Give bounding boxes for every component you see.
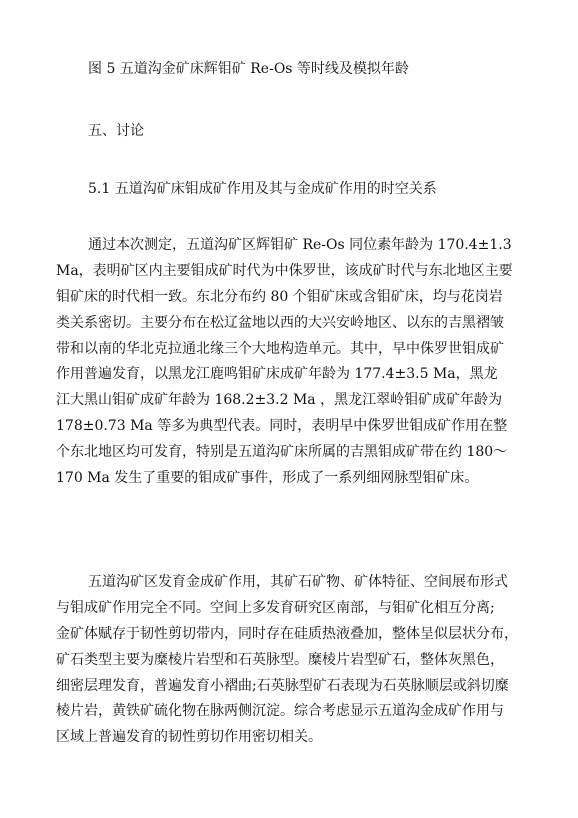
paragraph-line: 作用普遍发育，以黑龙江鹿鸣钼矿床成矿年龄为 177.4±3.5 Ma，黑龙	[56, 366, 498, 383]
paragraph-line: 178±0.73 Ma 等多为典型代表。同时，表明早中侏罗世钼成矿作用在整	[56, 418, 508, 435]
paragraph-line: Ma，表明矿区内主要钼成矿时代为中侏罗世，该成矿时代与东北地区主要	[56, 262, 513, 279]
paragraph-line: 江大黑山钼矿成矿年龄为 168.2±3.2 Ma ，黑龙江翠岭钼矿成矿年龄为	[56, 392, 503, 409]
paragraph-line: 矿石类型主要为糜棱片岩型和石英脉型。糜棱片岩型矿石，整体灰黑色，	[56, 651, 504, 668]
figure-caption: 图 5 五道沟金矿床辉钼矿 Re-Os 等时线及模拟年龄	[88, 61, 409, 77]
paragraph-line: 个东北地区均可发育，特别是五道沟矿床所属的吉黑钼成矿带在约 180～	[56, 444, 508, 461]
paragraph-line: 带和以南的华北克拉通北缘三个大地构造单元。其中，早中侏罗世钼成矿	[56, 340, 504, 357]
paragraph-line: 170 Ma 发生了重要的钼成矿事件，形成了一系列细网脉型钼矿床。	[56, 470, 479, 487]
paragraph-line: 钼矿床的时代相一致。东北分布约 80 个钼矿床或含钼矿床，均与花岗岩	[56, 288, 503, 305]
paragraph-line: 通过本次测定，五道沟矿区辉钼矿 Re-Os 同位素年龄为 170.4±1.3	[88, 237, 512, 253]
section-heading: 五、讨论	[88, 123, 144, 139]
paragraph-gold-mineralization	[56, 570, 528, 751]
subsection-heading: 5.1 五道沟矿床钼成矿作用及其与金成矿作用的时空关系	[88, 181, 437, 197]
paragraph-line: 与钼成矿作用完全不同。空间上多发育研究区南部，与钼矿化相互分离;	[56, 599, 495, 616]
paragraph-line: 类关系密切。主要分布在松辽盆地以西的大兴安岭地区、以东的吉黑褶皱	[56, 314, 504, 331]
paragraph-dating-discussion	[56, 233, 528, 492]
paragraph-line: 区域上普遍发育的韧性剪切作用密切相关。	[56, 729, 322, 746]
paragraph-line: 金矿体赋存于韧性剪切带内，同时存在硅质热液叠加，整体呈似层状分布，	[56, 625, 518, 642]
paragraph-line: 棱片岩，黄铁矿硫化物在脉两侧沉淀。综合考虑显示五道沟金成矿作用与	[56, 703, 504, 720]
paragraph-line: 细密层理发育，普遍发育小褶曲;石英脉型矿石表现为石英脉顺层或斜切糜	[56, 677, 509, 694]
paragraph-line: 五道沟矿区发育金成矿作用，其矿石矿物、矿体特征、空间展布形式	[88, 574, 508, 590]
